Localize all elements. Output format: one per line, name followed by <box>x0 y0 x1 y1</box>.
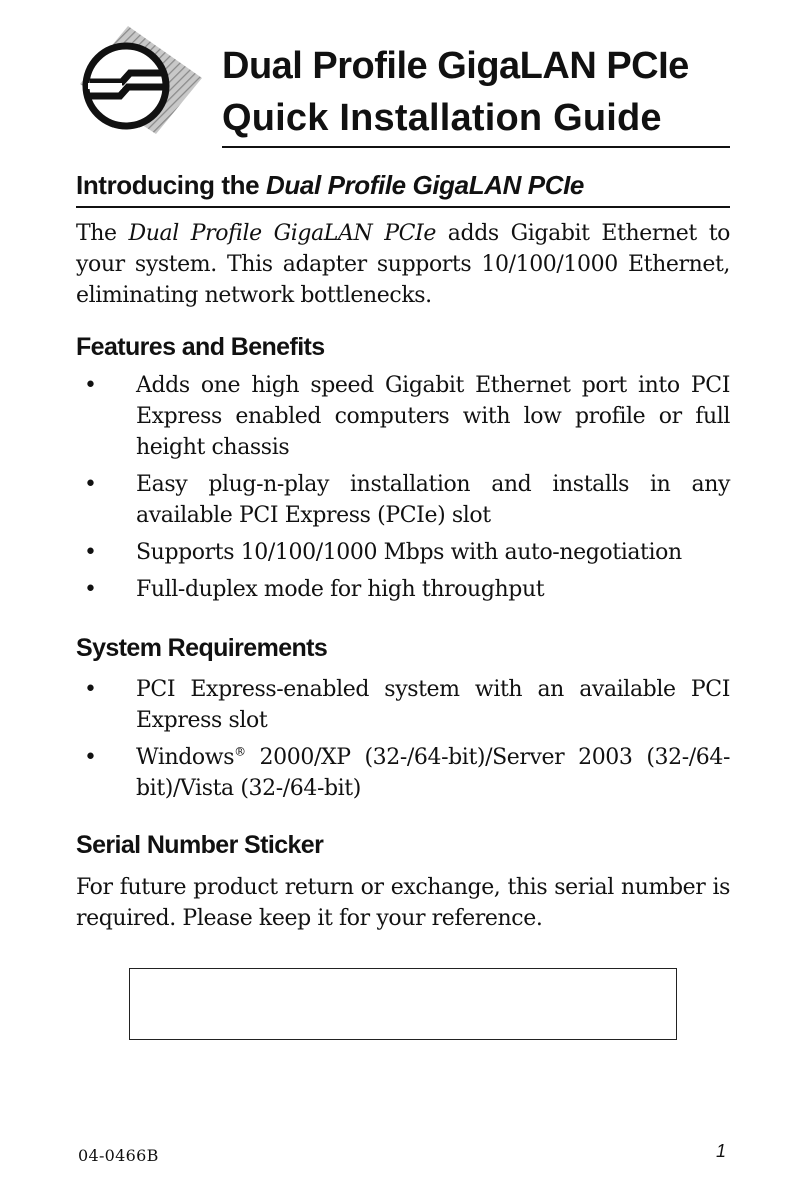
requirement-os-rest: 2000/XP (32-/64-bit)/Server 2003 (32-/64-bit)/Vista (32-/64-bit) <box>136 745 730 801</box>
system-requirements-heading: System Requirements <box>76 634 328 662</box>
features-list <box>76 370 730 611</box>
intro-text-product: Dual Profile GigaLAN PCIe <box>128 221 436 246</box>
features-heading: Features and Benefits <box>76 333 325 361</box>
list-item <box>76 742 730 804</box>
intro-heading-product: Dual Profile GigaLAN PCIe <box>266 170 584 200</box>
feature-text: Easy plug-n-play installation and installs in any available PCI Express (PCIe) slot <box>136 472 730 528</box>
guide-title: Quick Installation Guide <box>222 97 662 139</box>
requirement-os-prefix: Windows <box>136 745 235 770</box>
requirement-text: PCI Express-enabled system with an available PCI Express slot <box>136 677 730 733</box>
page-number: 1 <box>716 1141 727 1161</box>
document-title <box>222 40 730 144</box>
bullet-icon: • <box>84 373 97 398</box>
bullet-icon: • <box>84 745 97 770</box>
feature-text: Supports 10/100/1000 Mbps with auto-negotiation <box>136 540 682 565</box>
serial-heading: Serial Number Sticker <box>76 831 324 859</box>
intro-heading-prefix: Introducing the <box>76 170 260 200</box>
product-title: Dual Profile GigaLAN PCIe <box>222 45 689 87</box>
part-number: 04-0466B <box>78 1146 159 1165</box>
list-item <box>76 537 730 568</box>
feature-text: Full-duplex mode for high throughput <box>136 577 545 602</box>
serial-paragraph: For future product return or exchange, this serial number is required. Please keep it for your reference. <box>76 875 730 931</box>
list-item <box>76 469 730 531</box>
company-logo-icon <box>76 22 206 137</box>
bullet-icon: • <box>84 540 97 565</box>
registered-mark: ® <box>234 744 246 759</box>
bullet-icon: • <box>84 472 97 497</box>
list-item <box>76 574 730 605</box>
intro-heading <box>76 170 584 200</box>
intro-paragraph <box>76 218 730 311</box>
bullet-icon: • <box>84 677 97 702</box>
intro-divider <box>76 206 730 208</box>
list-item <box>76 674 730 736</box>
serial-number-box <box>129 968 677 1040</box>
intro-text-prefix: The <box>76 221 117 246</box>
title-divider <box>222 146 730 148</box>
intro-text-rest: adds Gigabit Ethernet to your system. This adapter supports 10/100/1000 Ethernet, eliminating network bottlenecks. <box>76 221 731 308</box>
list-item <box>76 370 730 463</box>
bullet-icon: • <box>84 577 97 602</box>
feature-text: Adds one high speed Gigabit Ethernet port into PCI Express enabled computers with low profile or full height chassis <box>136 373 730 460</box>
system-requirements-list <box>76 674 730 810</box>
